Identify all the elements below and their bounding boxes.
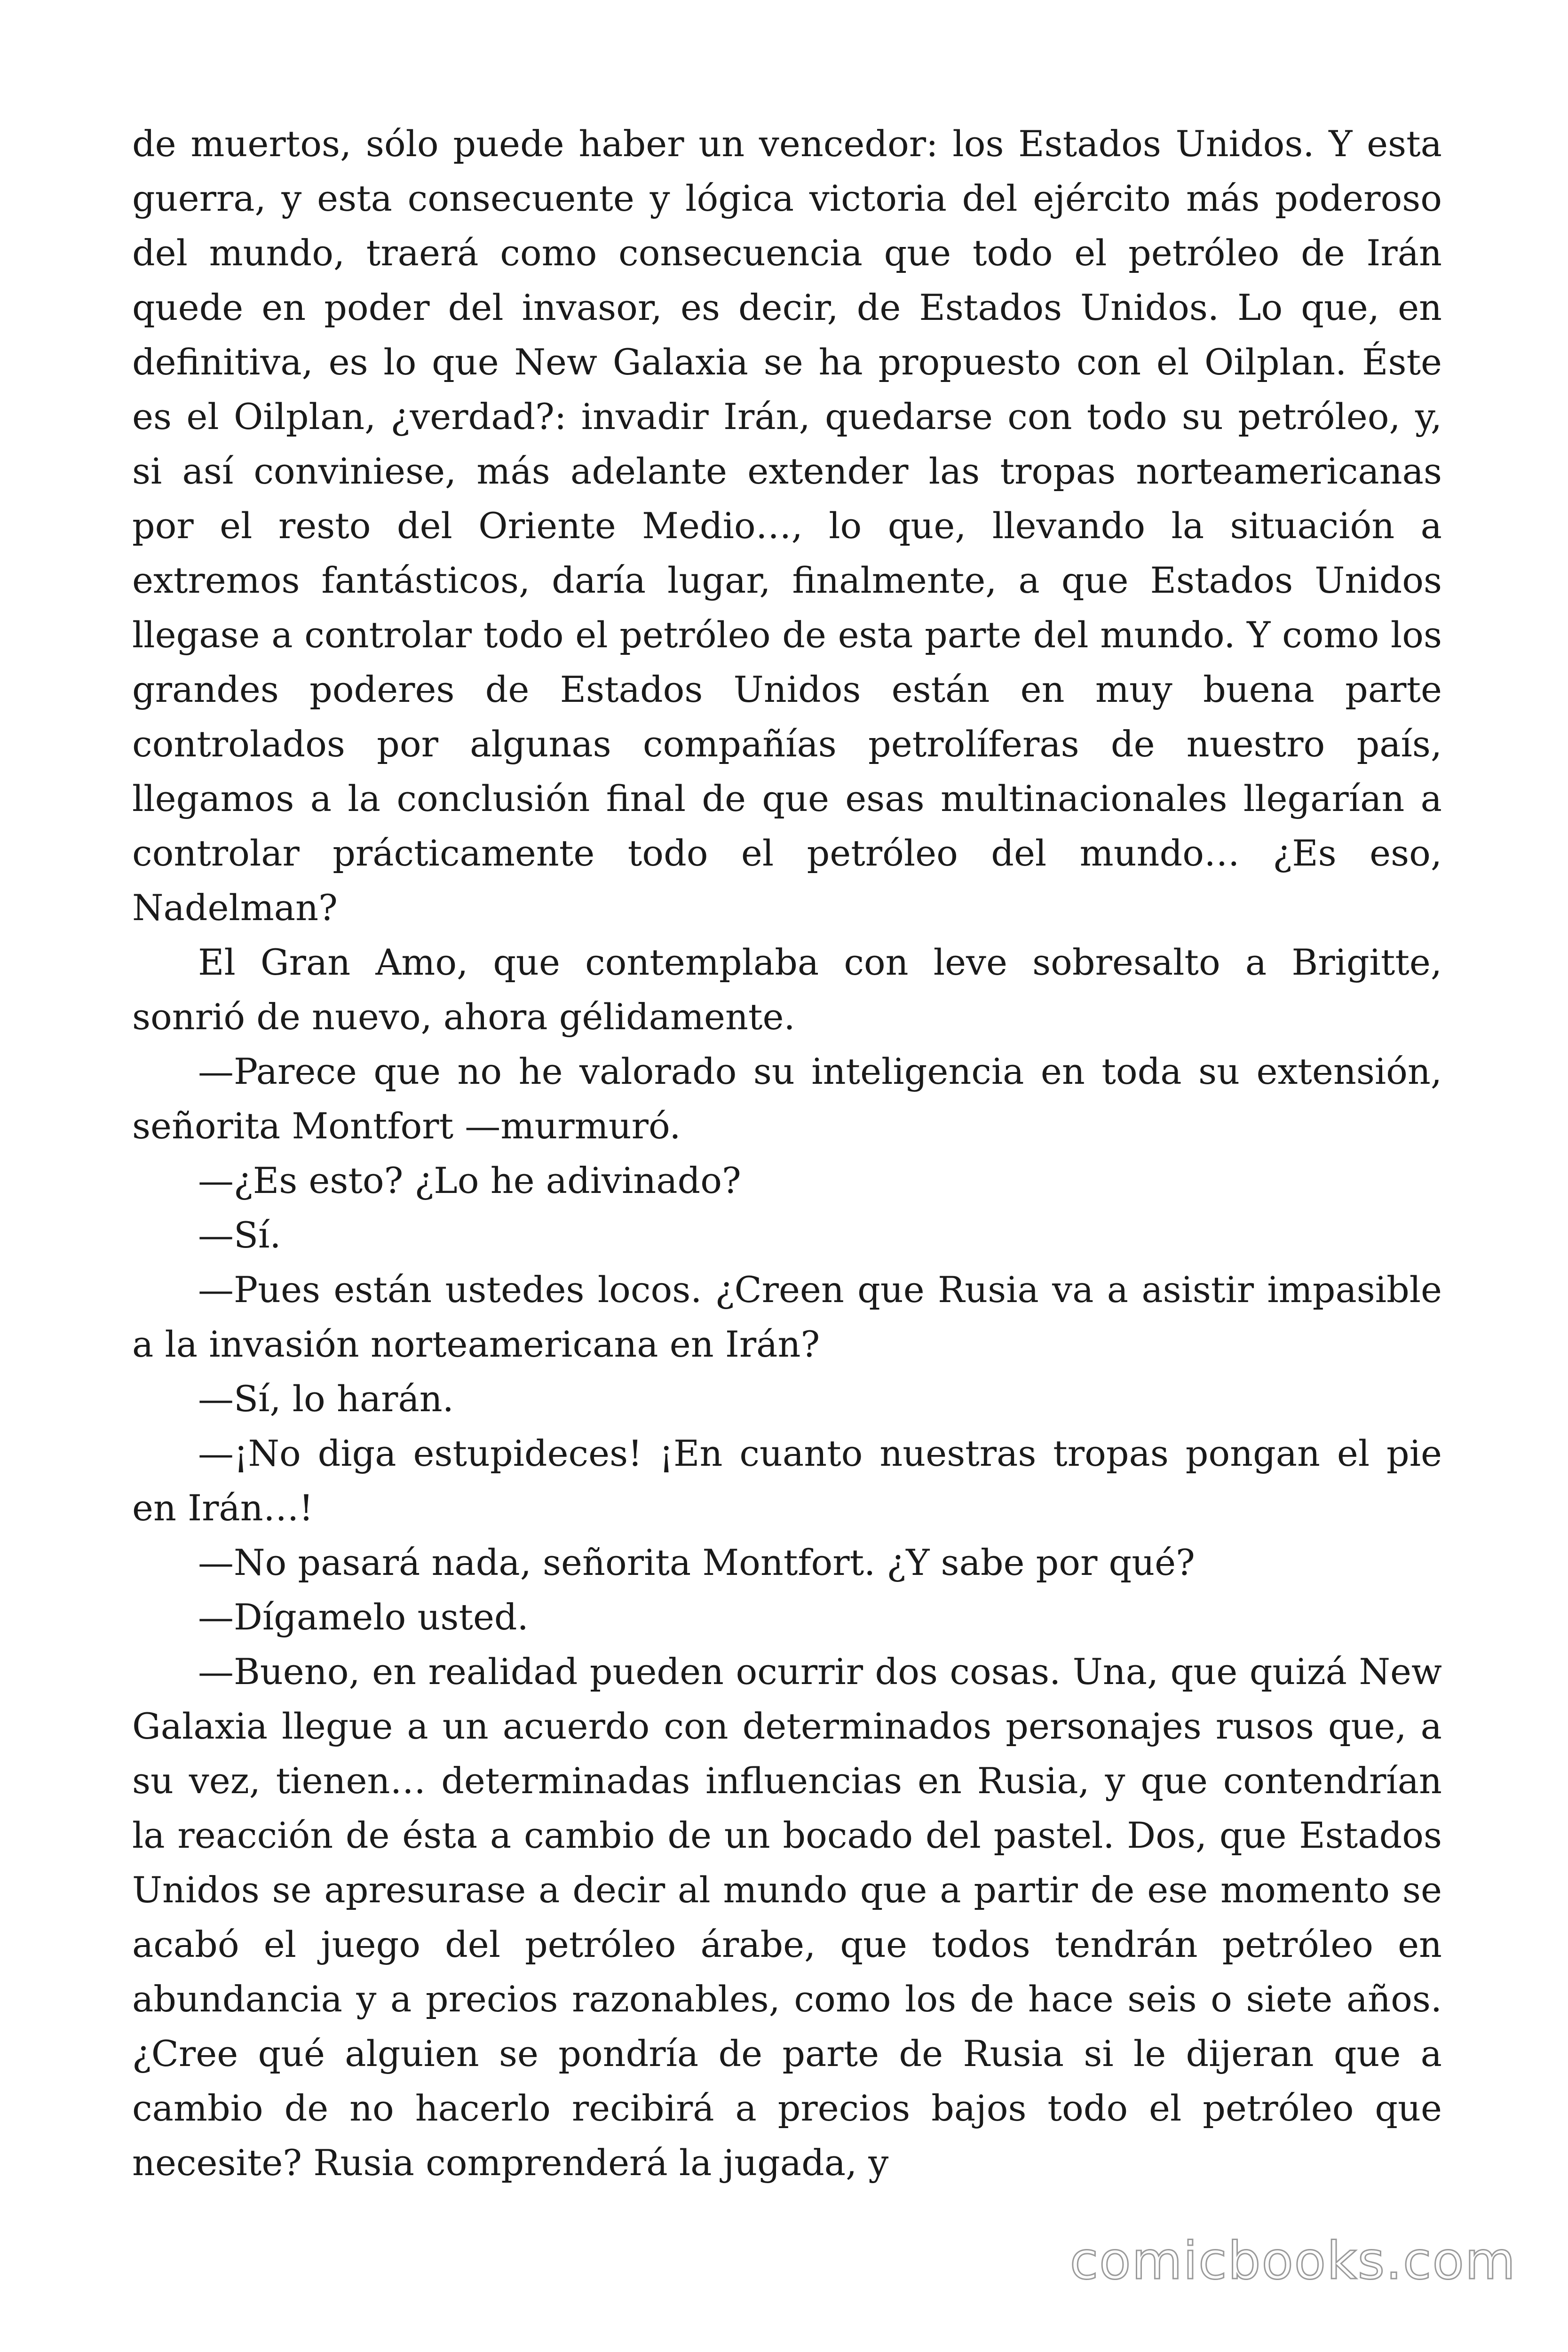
paragraph-10: —Dígamelo usted. xyxy=(198,1596,529,1638)
watermark: comicbooks.com xyxy=(1069,2231,1516,2291)
paragraph-9: —No pasará nada, señorita Montfort. ¿Y sabe por qué? xyxy=(198,1542,1195,1583)
paragraph-11: —Bueno, en realidad pueden ocurrir dos cosas. Una, que quizá New Galaxia llegue a un acuerdo con determinados personajes rusos que, a su vez, tienen… determinadas influencias en Rusia, y que contendrían la reacción de ésta a cambio de un bocado del pastel. Dos, que Estados Unidos se apresurase a decir al mundo que a partir de ese momento se acabó el juego del petróleo árabe, que todos tendrán petróleo en abundancia y a precios razonables, como los de hace seis o siete años. ¿Cree qué alguien se pondría de parte de Rusia si le dijeran que a cambio de no hacerlo recibirá a precios bajos todo el petróleo que necesite? Rusia comprenderá la jugada, y xyxy=(132,1651,1442,2184)
paragraph-4: —¿Es esto? ¿Lo he adivinado? xyxy=(198,1160,741,1201)
paragraph-6: —Pues están ustedes locos. ¿Creen que Rusia va a asistir impasible a la invasión norteamericana en Irán? xyxy=(132,1269,1442,1365)
paragraph-7: —Sí, lo harán. xyxy=(198,1378,454,1420)
paragraph-5: —Sí. xyxy=(198,1214,281,1256)
paragraph-2: El Gran Amo, que contemplaba con leve sobresalto a Brigitte, sonrió de nuevo, ahora gélidamente. xyxy=(132,941,1442,1038)
paragraph-3: —Parece que no he valorado su inteligencia en toda su extensión, señorita Montfort —murmuró. xyxy=(132,1050,1442,1147)
page-body xyxy=(132,117,1442,2190)
paragraph-1: de muertos, sólo puede haber un vencedor: los Estados Unidos. Y esta guerra, y esta consecuente y lógica victoria del ejército más poderoso del mundo, traerá como consecuencia que todo el petróleo de Irán quede en poder del invasor, es decir, de Estados Unidos. Lo que, en definitiva, es lo que New Galaxia se ha propuesto con el Oilplan. Éste es el Oilplan, ¿verdad?: invadir Irán, quedarse con todo su petróleo, y, si así conviniese, más adelante extender las tropas norteamericanas por el resto del Oriente Medio…, lo que, llevando la situación a extremos fantásticos, daría lugar, finalmente, a que Estados Unidos llegase a controlar todo el petróleo de esta parte del mundo. Y como los grandes poderes de Estados Unidos están en muy buena parte controlados por algunas compañías petrolíferas de nuestro país, llegamos a la conclusión final de que esas multinacionales llegarían a controlar prácticamente todo el petróleo del mundo… ¿Es eso, Nadelman? xyxy=(132,123,1442,929)
paragraph-8: —¡No diga estupideces! ¡En cuanto nuestras tropas pongan el pie en Irán…! xyxy=(132,1432,1442,1529)
